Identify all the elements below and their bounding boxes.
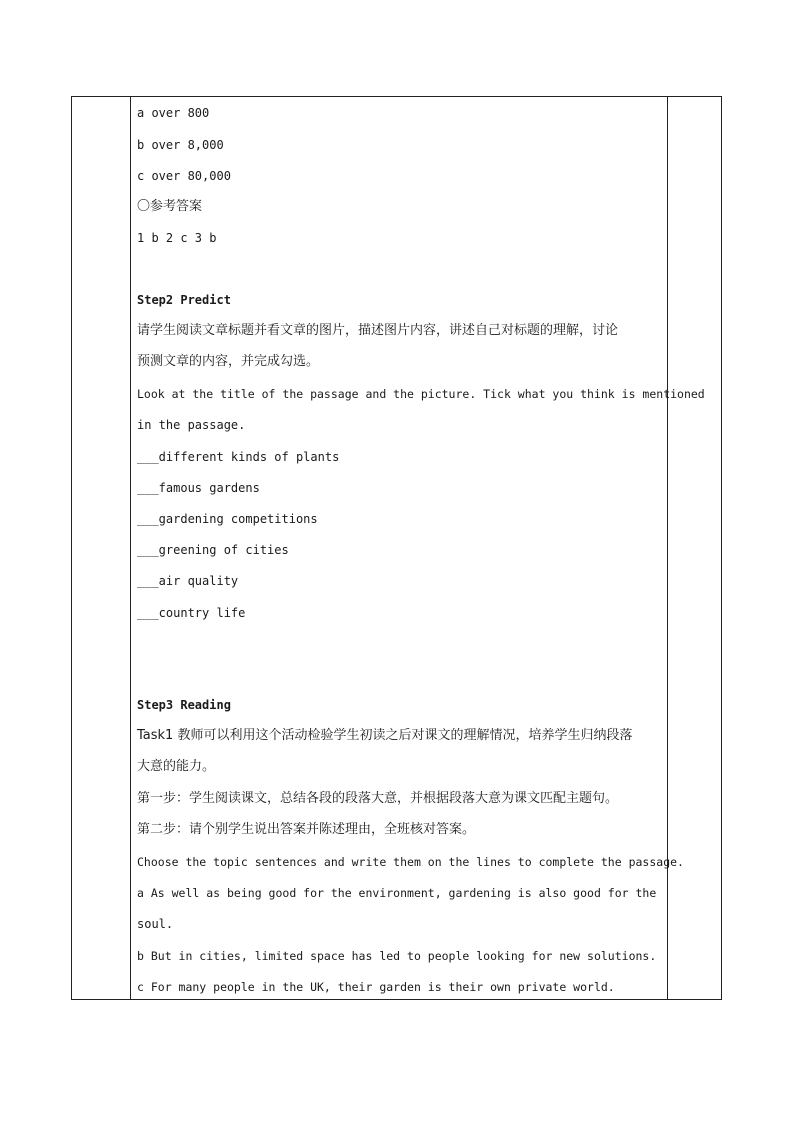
step2-heading: Step2 Predict	[137, 293, 231, 307]
answer-key-heading: 〇参考答案	[137, 199, 203, 214]
task1-instruction-2: 大意的能力。	[137, 759, 216, 774]
step3-heading: Step3 Reading	[137, 698, 231, 712]
step2-instruction-cn-1: 请学生阅读文章标题并看文章的图片，描述图片内容，讲述自己对标题的理解，讨论	[137, 323, 619, 338]
predict-option-1: ___different kinds of plants	[137, 450, 340, 464]
step2-instruction-cn-2: 预测文章的内容，并完成勾选。	[137, 354, 320, 369]
sentence-a-line-1: a As well as being good for the environment, gardening is also good for the	[137, 886, 657, 900]
predict-option-4: ___greening of cities	[137, 543, 289, 557]
predict-option-5: ___air quality	[137, 574, 239, 588]
predict-option-6: ___country life	[137, 606, 246, 620]
lesson-table	[71, 96, 722, 1000]
sentence-b: b But in cities, limited space has led to people looking for new solutions.	[137, 949, 657, 963]
sentence-a-line-2: soul.	[137, 917, 174, 931]
step2-instruction-en-1: Look at the title of the passage and the picture. Tick what you think is mentioned	[137, 387, 705, 401]
choose-instruction: Choose the topic sentences and write them on the lines to complete the passage.	[137, 855, 684, 869]
sentence-c: c For many people in the UK, their garden is their own private world.	[137, 980, 615, 994]
option-a-line: a over 800	[137, 106, 210, 120]
option-b-line: b over 8,000	[137, 138, 224, 152]
step2-instruction-en-2: in the passage.	[137, 418, 246, 432]
answer-key-line: 1 b 2 c 3 b	[137, 231, 217, 245]
predict-option-2: ___famous gardens	[137, 481, 260, 495]
task1-step-one: 第一步：学生阅读课文，总结各段的段落大意，并根据段落大意为课文匹配主题句。	[137, 791, 619, 806]
task1-step-two: 第二步：请个别学生说出答案并陈述理由，全班核对答案。	[137, 822, 476, 837]
column-divider-left	[130, 97, 131, 999]
option-c-line: c over 80,000	[137, 169, 231, 183]
task1-instruction-1: Task1 教师可以利用这个活动检验学生初读之后对课文的理解情况，培养学生归纳段落	[137, 728, 633, 743]
predict-option-3: ___gardening competitions	[137, 512, 318, 526]
